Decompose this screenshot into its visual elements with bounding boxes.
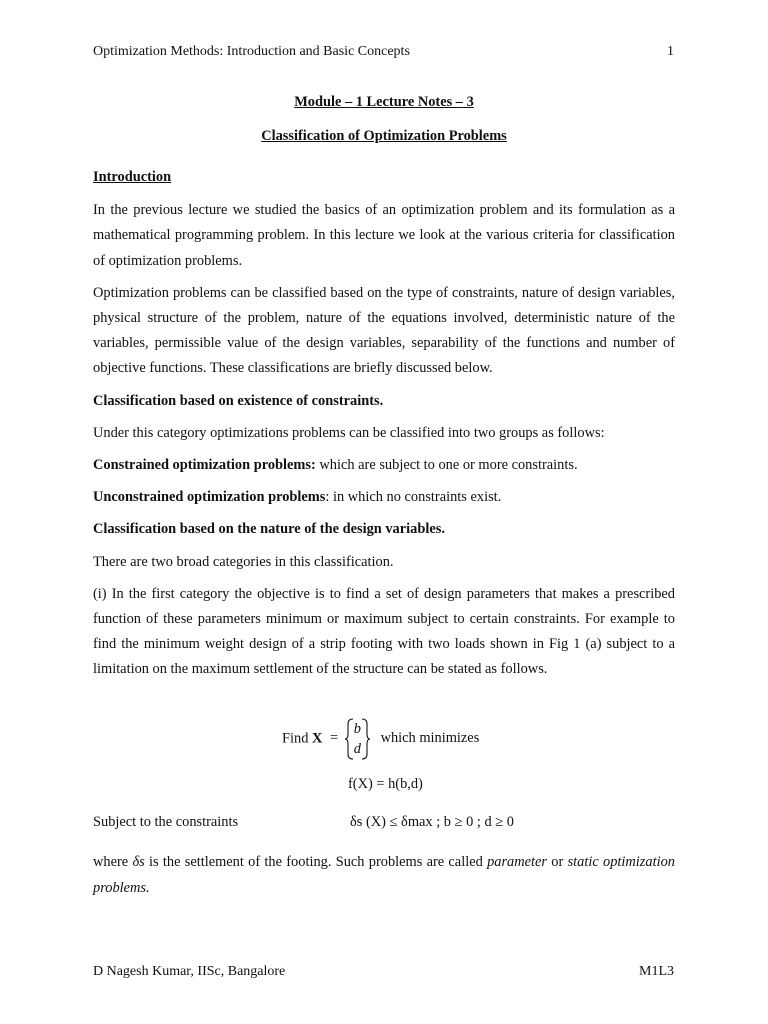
paragraph-intro-1: In the previous lecture we studied the basics of an optimization problem and its formulation as a mathematical programming problem. In this lecture we look at the various criteria for classification of optimization problems. [93, 202, 675, 269]
term-constrained: Constrained optimization problems: [93, 457, 316, 474]
paragraph-design-1: (i) In the first category the objective is to find a set of design parameters that makes a prescribed function of these parameters minimum or maximum subject to certain constraints. For example to find the minimum weight design of a strip footing with two loads shown in Fig 1 (a) subject to a limitation on the maximum settlement of the structure can be stated as follows. [93, 585, 675, 678]
module-title: Module – 1 Lecture Notes – 3 [294, 94, 474, 110]
equals-sign: = [330, 730, 339, 747]
footer-code: M1L3 [639, 964, 674, 979]
desc-constrained: which are subject to one or more constraints. [315, 457, 578, 474]
desc-unconstrained: : in which no constraints exist. [325, 489, 502, 506]
section-heading-introduction: Introduction [93, 169, 172, 185]
delta-s-symbol: δs [132, 854, 145, 870]
vector-entry-b: b [353, 721, 361, 737]
footer-author: D Nagesh Kumar, IISc, Bangalore [93, 964, 286, 979]
word-where: where [93, 854, 129, 870]
running-header-title: Optimization Methods: Introduction and Basic Concepts [93, 44, 410, 59]
closing-paragraph [93, 850, 675, 901]
objective-function: f(X) = h(b,d) [348, 776, 423, 792]
term-parameter: parameter [487, 854, 548, 870]
find-variable: X [312, 730, 323, 747]
paragraph-constrained [93, 453, 675, 478]
section-heading-design-variables: Classification based on the nature of the design variables. [93, 521, 445, 538]
term-static: static [567, 854, 599, 870]
section-heading-constraints: Classification based on existence of constraints. [93, 392, 384, 409]
left-brace-icon [344, 718, 354, 760]
right-brace-icon [361, 718, 371, 760]
page-number: 1 [667, 44, 674, 59]
paragraph-constraints-intro: Under this category optimizations problems can be classified into two groups as follows: [93, 424, 605, 441]
equation-find [282, 718, 479, 760]
closing-middle: is the settlement of the footing. Such problems are called [144, 854, 488, 870]
term-unconstrained: Unconstrained optimization problems [93, 489, 326, 506]
design-vector [354, 719, 361, 759]
find-label: Find [282, 730, 309, 747]
vector-entry-d: d [353, 741, 361, 757]
main-content [93, 165, 675, 690]
paragraph-unconstrained [93, 485, 675, 510]
which-minimizes-label: which minimizes [380, 730, 480, 747]
word-or: or [547, 854, 568, 870]
subject-label: Subject to the constraints [93, 814, 239, 830]
paragraph-intro-2: Optimization problems can be classified based on the type of constraints, nature of design variables, physical structure of the problem, nature of the equations involved, deterministic nature of the variables, permissible value of the design variables, separability of the functions and number of objective functions. These classifications are briefly discussed below. [93, 284, 675, 377]
term-optimization-problems: optimization problems. [93, 854, 675, 896]
paragraph-design-intro: There are two broad categories in this classification. [93, 553, 394, 570]
lecture-title: Classification of Optimization Problems [261, 128, 507, 144]
constraint-expression: δs (X) ≤ δmax ; b ≥ 0 ; d ≥ 0 [350, 814, 514, 830]
closing-text [93, 850, 675, 901]
